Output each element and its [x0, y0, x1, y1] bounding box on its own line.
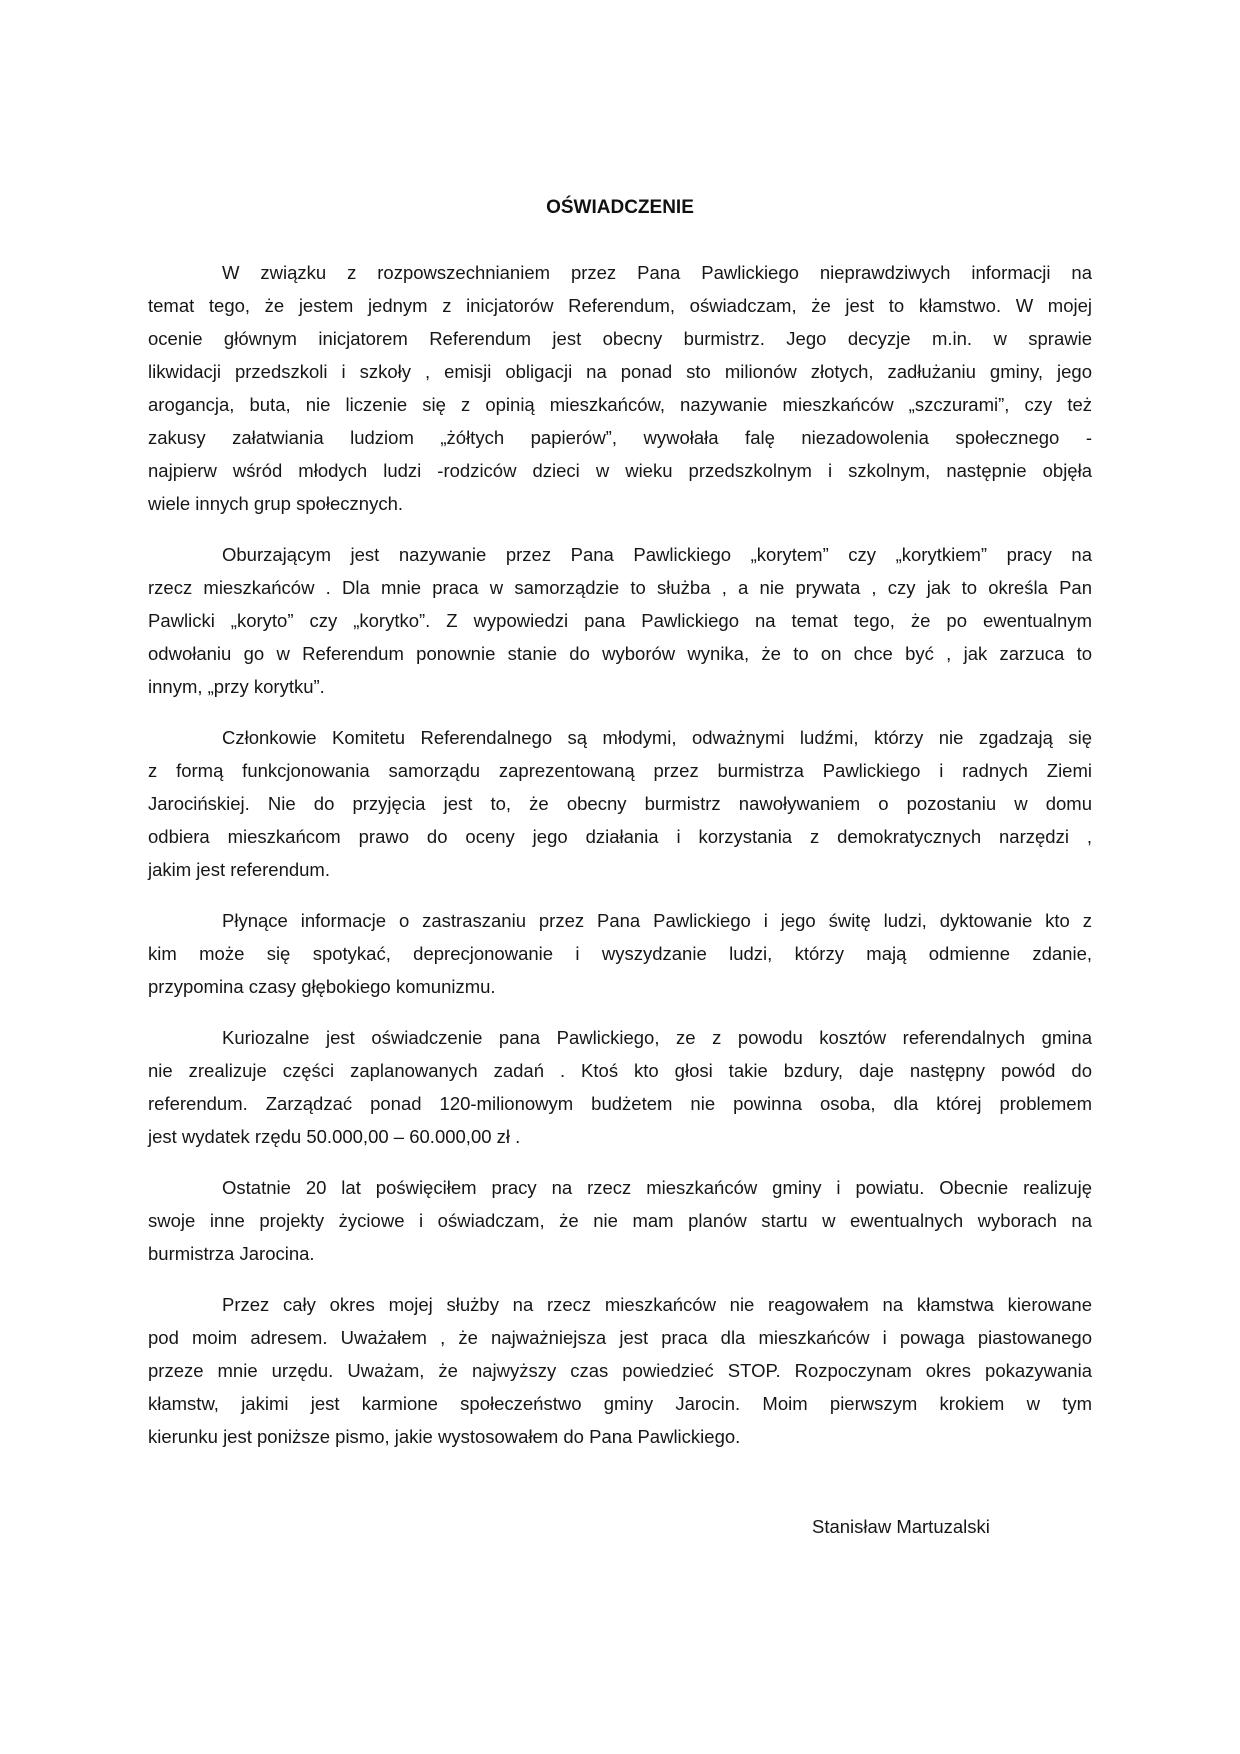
text-line: odwołaniu go w Referendum ponownie stanie do wyborów wynika, że to on chce być , jak zarzuca to [148, 643, 1092, 664]
paragraph-1 [148, 256, 1092, 520]
text-line: kim może się spotykać, deprecjonowanie i wyszydzanie ludzi, którzy mają odmienne zdanie, [148, 943, 1092, 964]
text-line: burmistrza Jarocina. [148, 1243, 315, 1264]
text-line: Ostatnie 20 lat poświęciłem pracy na rzecz mieszkańców gminy i powiatu. Obecnie realizuję [222, 1177, 1092, 1198]
text-line: z formą funkcjonowania samorządu zaprezentowaną przez burmistrza Pawlickiego i radnych Ziemi [148, 760, 1092, 781]
document-title: OŚWIADCZENIE [546, 197, 694, 218]
text-line: Oburzającym jest nazywanie przez Pana Pawlickiego „korytem” czy „korytkiem” pracy na [222, 544, 1092, 565]
text-line: wiele innych grup społecznych. [148, 493, 404, 514]
paragraph-2 [148, 538, 1092, 703]
paragraph-6 [148, 1171, 1092, 1270]
text-line: temat tego, że jestem jednym z inicjatorów Referendum, oświadczam, że jest to kłamstwo. W mojej [148, 295, 1092, 316]
text-line: Kuriozalne jest oświadczenie pana Pawlickiego, ze z powodu kosztów referendalnych gmina [222, 1027, 1092, 1048]
text-line: W związku z rozpowszechnianiem przez Pana Pawlickiego nieprawdziwych informacji na [222, 262, 1092, 283]
paragraph-4 [148, 904, 1092, 1003]
text-line: kierunku jest poniższe pismo, jakie wystosowałem do Pana Pawlickiego. [148, 1426, 741, 1447]
text-line: Członkowie Komitetu Referendalnego są młodymi, odważnymi ludźmi, którzy nie zgadzają się [222, 727, 1092, 748]
text-line: odbiera mieszkańcom prawo do oceny jego działania i korzystania z demokratycznych narzędzi , [148, 826, 1092, 847]
text-line: zakusy załatwiania ludziom „żółtych papierów”, wywołała falę niezadowolenia społecznego - [148, 427, 1092, 448]
paragraph-7 [148, 1288, 1092, 1453]
document-body [148, 256, 1092, 1471]
text-line: Pawlicki „koryto” czy „korytko”. Z wypowiedzi pana Pawlickiego na temat tego, że po ewentualnym [148, 610, 1092, 631]
text-line: przypomina czasy głębokiego komunizmu. [148, 976, 496, 997]
text-line: przeze mnie urzędu. Uważam, że najwyższy czas powiedzieć STOP. Rozpoczynam okres pokazywania [148, 1360, 1092, 1381]
text-line: jest wydatek rzędu 50.000,00 – 60.000,00 zł . [148, 1126, 521, 1147]
text-line: Jarocińskiej. Nie do przyjęcia jest to, że obecny burmistrz nawoływaniem o pozostaniu w domu [148, 793, 1092, 814]
text-line: jakim jest referendum. [148, 859, 330, 880]
text-line: rzecz mieszkańców . Dla mnie praca w samorządzie to służba , a nie prywata , czy jak to określa Pan [148, 577, 1092, 598]
text-line: pod moim adresem. Uważałem , że najważniejsza jest praca dla mieszkańców i powaga piastowanego [148, 1327, 1092, 1348]
text-line: innym, „przy korytku”. [148, 676, 325, 697]
text-line: nie zrealizuje części zaplanowanych zadań . Ktoś kto głosi takie bzdury, daje następny powód do [148, 1060, 1092, 1081]
text-line: referendum. Zarządzać ponad 120-milionowym budżetem nie powinna osoba, dla której problemem [148, 1093, 1092, 1114]
signature: Stanisław Martuzalski [812, 1516, 990, 1537]
text-line: arogancja, buta, nie liczenie się z opinią mieszkańców, nazywanie mieszkańców „szczurami”, czy też [148, 394, 1092, 415]
text-line: ocenie głównym inicjatorem Referendum jest obecny burmistrz. Jego decyzje m.in. w sprawie [148, 328, 1092, 349]
paragraph-5 [148, 1021, 1092, 1153]
text-line: swoje inne projekty życiowe i oświadczam, że nie mam planów startu w ewentualnych wyborach na [148, 1210, 1092, 1231]
text-line: najpierw wśród młodych ludzi -rodziców dzieci w wieku przedszkolnym i szkolnym, następnie objęła [148, 460, 1092, 481]
text-line: likwidacji przedszkoli i szkoły , emisji obligacji na ponad sto milionów złotych, zadłużaniu gminy, jego [148, 361, 1092, 382]
paragraph-3 [148, 721, 1092, 886]
text-line: kłamstw, jakimi jest karmione społeczeństwo gminy Jarocin. Moim pierwszym krokiem w tym [148, 1393, 1092, 1414]
text-line: Płynące informacje o zastraszaniu przez Pana Pawlickiego i jego świtę ludzi, dyktowanie kto z [222, 910, 1092, 931]
text-line: Przez cały okres mojej służby na rzecz mieszkańców nie reagowałem na kłamstwa kierowane [222, 1294, 1092, 1315]
